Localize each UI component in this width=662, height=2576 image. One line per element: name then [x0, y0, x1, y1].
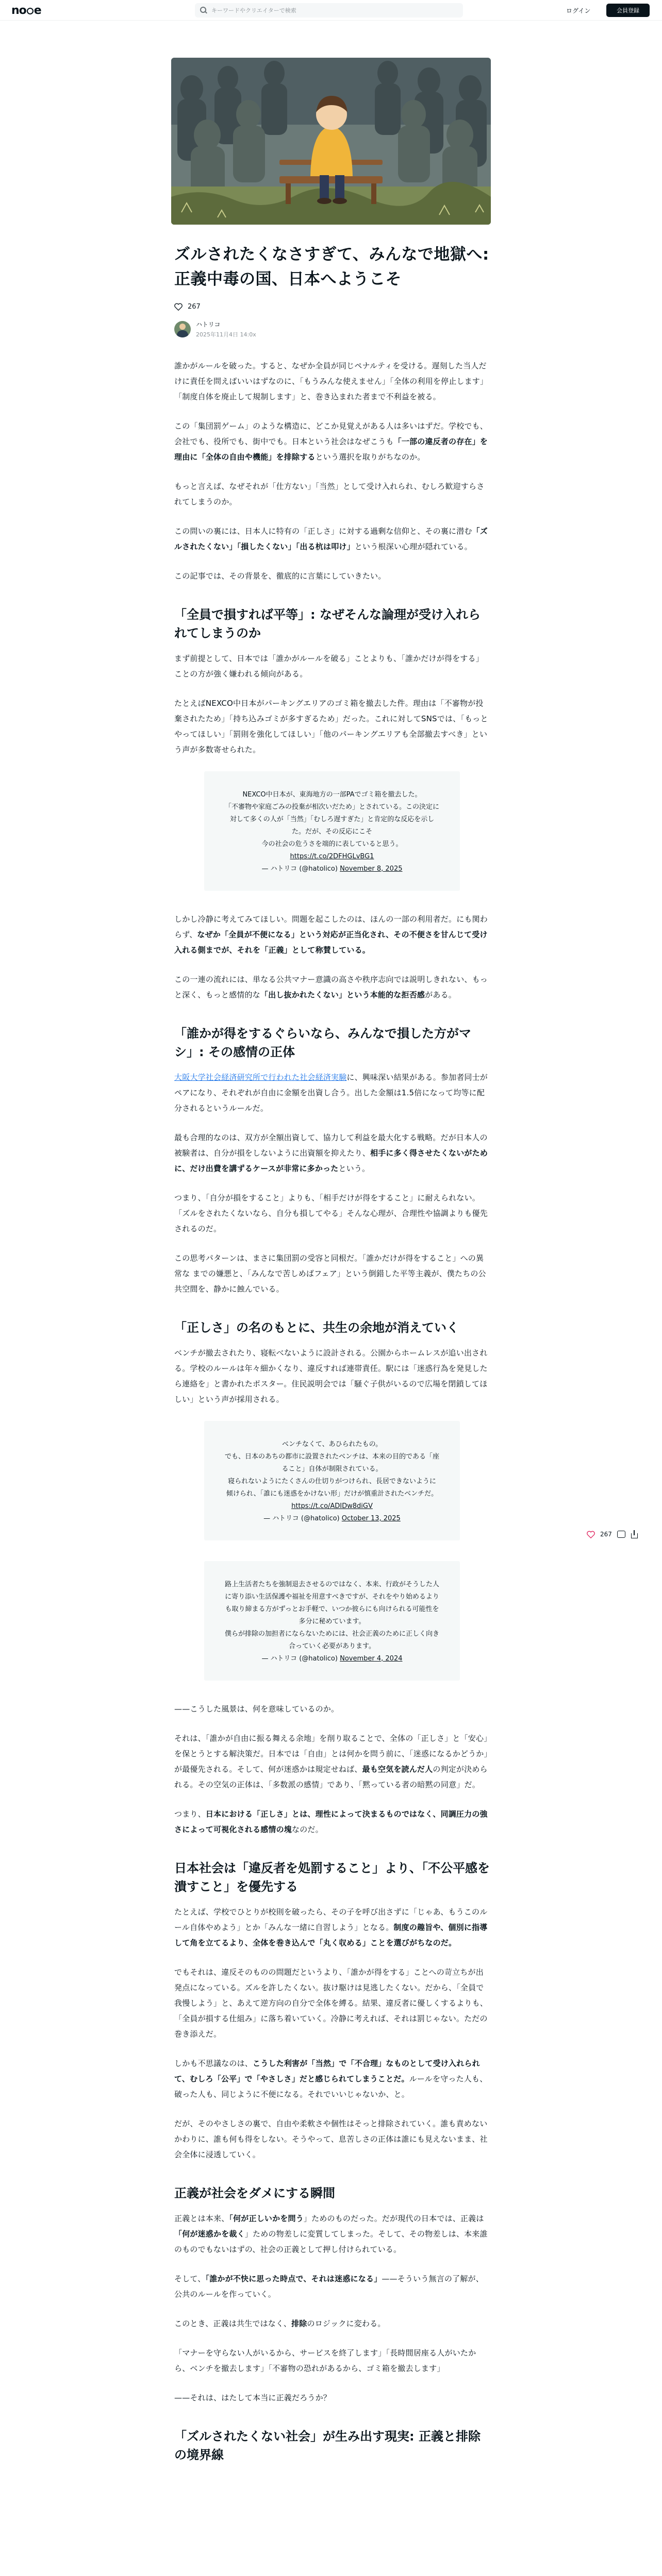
paragraph: つまり、「自分が損をすること」よりも、「相手だけが得をすること」に耐えられない。「ズルをされたくないなら、自分も損してやる」そんな心理が、合理性や協調よりも優先されるのだ。	[174, 1193, 488, 1233]
signup-button[interactable]: 会員登録	[606, 4, 650, 17]
embedded-tweet[interactable]	[204, 1561, 460, 1681]
paragraph: 正義とは本来、「何が正しいかを問う」ためのものだった。だが現代の日本では、正義は「何が迷惑かを裁く」ための物差しに変質してしまった。そして、その物差しは、本来誰のものでもないはずの、社会の正義として押し付けられている。	[174, 2214, 488, 2254]
tweet-text: でも、日本のあちの都市に設置されたベンチは、本来の目的である「座ること」自体が制限されている。	[225, 1453, 440, 1473]
section-heading: 「全員で損すれば平等」: なぜそんな論理が受け入れられてしまうのか	[174, 607, 481, 640]
paragraph: 最も合理的なのは、双方が全額出資して、協力して利益を最大化する戦略。だが日本人の被験者は、自分が損をしないように出資額を抑えたり、相手に多く得させたくないがために、だけ出費を講ずるケースが非常に多かったという。	[174, 1133, 488, 1173]
tweet-author: — ハトリコ (@hatolico)	[261, 1655, 338, 1663]
tweet-link[interactable]: https://t.co/2DFHGLvBG1	[290, 853, 374, 860]
like-row[interactable]	[174, 303, 490, 311]
login-link[interactable]: ログイン	[566, 7, 591, 14]
paragraph: ——こうした風景は、何を意味しているのか。	[174, 1704, 339, 1714]
paragraph: この一連の流れには、単なる公共マナー意識の高さや秩序志向では説明しきれない、もっと深く、もっと感情的な「出し抜かれたくない」という本能的な拒否感がある。	[174, 975, 488, 999]
paragraph: しかも不思議なのは、こうした利害が「当然」で「不合理」なものとして受け入れられて、むしろ「公平」で「やさしさ」だと感じられてしまうことだ。ルールを守った人も、破った人も、同じように不便になる。それでいいじゃないか、と。	[174, 2059, 488, 2099]
tweet-text: NEXCO中日本が、東海地方の一部PAでゴミ箱を撤去した。	[242, 791, 422, 799]
tweet-text: 寝られないようにたくさんの仕切りがつけられ、長居できないように傾けられ、「誰にも迷惑をかけない形」だけが慎重計されたベンチだ。	[226, 1478, 438, 1498]
embedded-tweet[interactable]	[204, 771, 460, 891]
paragraph: つまり、日本における「正しさ」とは、理性によって決まるものではなく、同調圧力の強さによって可視化される感情の塊なのだ。	[174, 1809, 488, 1834]
paragraph: ベンチが撤去されたり、寝転べないように設計される。公園からホームレスが追い出される。学校のルールは年々細かくなり、違反すれば連帯責任。駅には「迷惑行為を発見したら連絡を」と書かれたポスター。住民説明会では「騒ぐ子供がいるので広場を閉鎖してほしい」という声が採用される。	[174, 1348, 488, 1404]
paragraph: そして、「誰かが不快に思った時点で、それは迷惑になる」——そういう無言の了解が、公共のルールを作っていく。	[174, 2274, 484, 2299]
heart-icon[interactable]	[174, 303, 183, 311]
tweet-date[interactable]: October 13, 2025	[341, 1515, 401, 1522]
article-title: ズルされたくなさすぎて、みんなで地獄へ: 正義中毒の国、日本へようこそ	[174, 245, 489, 289]
paragraph: 大阪大学社会経済研究所で行われた社会経済実験に、興味深い結果がある。参加者同士がペアになり、それぞれが自由に金額を出資し合う。出した金額は1.5倍になって均等に配分されるというルールだ。	[174, 1073, 488, 1113]
paragraph: この記事では、その背景を、徹底的に言葉にしていきたい。	[174, 571, 386, 581]
section-heading: 正義が社会をダメにする瞬間	[174, 2186, 335, 2200]
tweet-author: — ハトリコ (@hatolico)	[261, 865, 338, 873]
avatar[interactable]	[174, 321, 191, 337]
tweet-text: 路上生活者たちを強制退去させるのではなく、本来、行政がそうした人に寄り添い生活保護や福祉を用意すべきですが、それをやり始めるよりも取り締まる方がずっとお手軽で、いつか彼らにも向けられる可能性を多分に秘めています。	[225, 1581, 439, 1625]
paragraph: しかし冷静に考えてみてほしい。問題を起こしたのは、ほんの一部の利用者だ。にも関わらず、なぜか「全員が不便になる」という対応が正当化され、その不便さを甘んじて受け入れる側までが、それを「正義」として称賛している。	[174, 914, 488, 955]
research-link[interactable]: 大阪大学社会経済研究所で行われた社会経済実験	[174, 1073, 347, 1082]
global-header	[0, 0, 662, 21]
paragraph: この「集団罰ゲーム」のような構造に、どこか見覚えがある人は多いはずだ。学校でも、会社でも、役所でも、街中でも。日本という社会はなぜこうも「一部の違反者の存在」を理由に「全体の自由や機能」を排除するという選択を取りがちなのか。	[174, 421, 488, 462]
paragraph: 「マナーを守らない人がいるから、サービスを終了します」「長時間居座る人がいたから、ベンチを撤去します」「不審物の恐れがあるから、ゴミ箱を撤去します」	[174, 2348, 476, 2373]
article	[174, 242, 490, 2472]
tweet-text: ベンチなくて、あひられたもの。	[282, 1440, 383, 1448]
section-heading: 「誰かが得をするぐらいなら、みんなで損した方がマシ」: その感情の正体	[174, 1026, 471, 1059]
section-heading: 日本社会は「違反者を処罰すること」より、「不公平感を潰すこと」を優先する	[174, 1861, 490, 1894]
share-icon[interactable]	[631, 1530, 638, 1538]
paragraph: 誰かがルールを破った。すると、なぜか全員が同じペナルティを受ける。遅刻した当人だけに責任を問えばいいはずなのに、「もうみんな使えません」「全体の利用を停止します」「制度自体を廃止して規制します」と、巻き込まれた者まで不利益を被る。	[174, 361, 488, 401]
paragraph: たとえば、学校でひとりが校則を破ったら、その子を呼び出さずに「じゃあ、もうこのルール自体やめよう」とか「みんな一緒に自習しよう」となる。制度の趣旨や、個別に指導して角を立てるより、全体を巻き込んで「丸く収める」ことを選びがちなのだ。	[174, 1907, 488, 1947]
publish-date: 2025年11月4日 14:0x	[196, 331, 256, 338]
article-body	[174, 358, 490, 2464]
paragraph: この問いの裏には、日本人に特有の「正しさ」に対する過剰な信仰と、その裏に潜む「ズルされたくない」「損したくない」「出る杭は叩け」という根深い心理が隠れている。	[174, 527, 488, 551]
tweet-date[interactable]: November 4, 2024	[340, 1655, 403, 1663]
paragraph: この思考パターンは、まさに集団罰の受容と同根だ。「誰かだけが得をすること」への異常な までの嫌悪と、「みんなで苦しめばフェア」という倒錯した平等主義が、僕たちの公共空間を、静かに蝕んでいる。	[174, 1253, 486, 1294]
comment-icon[interactable]	[617, 1531, 625, 1538]
heart-icon[interactable]	[587, 1531, 595, 1538]
tweet-author: — ハトリコ (@hatolico)	[263, 1515, 340, 1522]
article-hero-image	[171, 58, 491, 225]
author-info[interactable]	[174, 320, 490, 338]
section-heading: 「ズルされたくない社会」が生み出す現実: 正義と排除の境界線	[174, 2429, 481, 2462]
paragraph: もっと言えば、なぜそれが「仕方ない」「当然」として受け入れられ、むしろ歓迎すらされてしまうのか。	[174, 482, 485, 506]
tweet-link[interactable]: https://t.co/ADIDw8diGV	[291, 1502, 373, 1510]
note-logo[interactable]: no e	[11, 4, 41, 17]
search-icon	[200, 7, 207, 14]
paragraph: だが、そのやさしさの裏で、自由や柔軟さや個性はそっと排除されていく。誰も責めないかわりに、誰も何も得をしない。そうやって、息苦しさの正体は誰にも見えないまま、社会全体に浸透していく。	[174, 2119, 488, 2159]
paragraph: このとき、正義は共生ではなく、排除のロジックに変わる。	[174, 2319, 386, 2328]
side-like-count: 267	[600, 1531, 612, 1538]
paragraph: でもそれは、違反そのものの問題だというより、「誰かが得をする」ことへの苛立ちが出発点になっている。ズルを許したくない。抜け駆けは見逃したくない。だから、「全員で我慢しよう」と、あえて逆方向の自分で全体を縛る。結果、違反者に優しくするよりも、「全員が損する仕組み」に落ち着いていく。冷静に考えれば、それは罰じゃない。ただの巻き添えだ。	[174, 1968, 488, 2039]
tweet-text: 今の社会の危うさを端的に表していると思う。	[261, 840, 403, 848]
author-name[interactable]: ハトリコ	[196, 321, 221, 328]
search-box[interactable]	[195, 3, 463, 18]
like-count: 267	[188, 303, 201, 311]
tweet-date[interactable]: November 8, 2025	[340, 865, 403, 873]
paragraph: ——それは、はたして本当に正義だろうか？	[174, 2393, 332, 2402]
paragraph: たとえばNEXCO中日本がパーキングエリアのゴミ箱を撤去した件。理由は「不審物が投棄されたため」「持ち込みゴミが多すぎるため」だった。これに対してSNSでは、「もっとやってほしい」「罰則を強化してほしい」「他のパーキングエリアも全部撤去すべき」という声が多数寄せられた。	[174, 699, 488, 754]
tweet-text: 「不審物や家庭ごみの投棄が相次いだため」とされている。この決定に対して多くの人が「当然」「むしろ遅すぎた」と肯定的な反応を示した。だが、その反応にこそ	[225, 803, 440, 836]
section-heading: 「正しさ」の名のもとに、共生の余地が消えていく	[174, 1320, 459, 1335]
tweet-text: 僕らが排除の加担者にならないためには、社会正義のために正しく向き合っていく必要があります。	[225, 1630, 440, 1650]
paragraph: それは、「誰かが自由に振る舞える余地」を削り取ることで、全体の「正しさ」と「安心」を保とうとする解決策だ。日本では「自由」とは何かを問う前に、「迷惑になるかどうか」が最優先される。そして、何が迷惑かは規定せねば、最も空気を読んだ人の判定が決められる。その空気の正体は、「多数派の感情」であり、「黙っている者の暗黙の同意」だ。	[174, 1734, 488, 1789]
search-placeholder: キーワードやクリエイターで検索	[211, 7, 296, 14]
embedded-tweet[interactable]	[204, 1421, 460, 1540]
floating-actions	[587, 1530, 638, 1538]
paragraph: まず前提として、日本では「誰かがルールを破る」ことよりも、「誰かだけが得をする」ことの方が強く嫌われる傾向がある。	[174, 654, 484, 679]
